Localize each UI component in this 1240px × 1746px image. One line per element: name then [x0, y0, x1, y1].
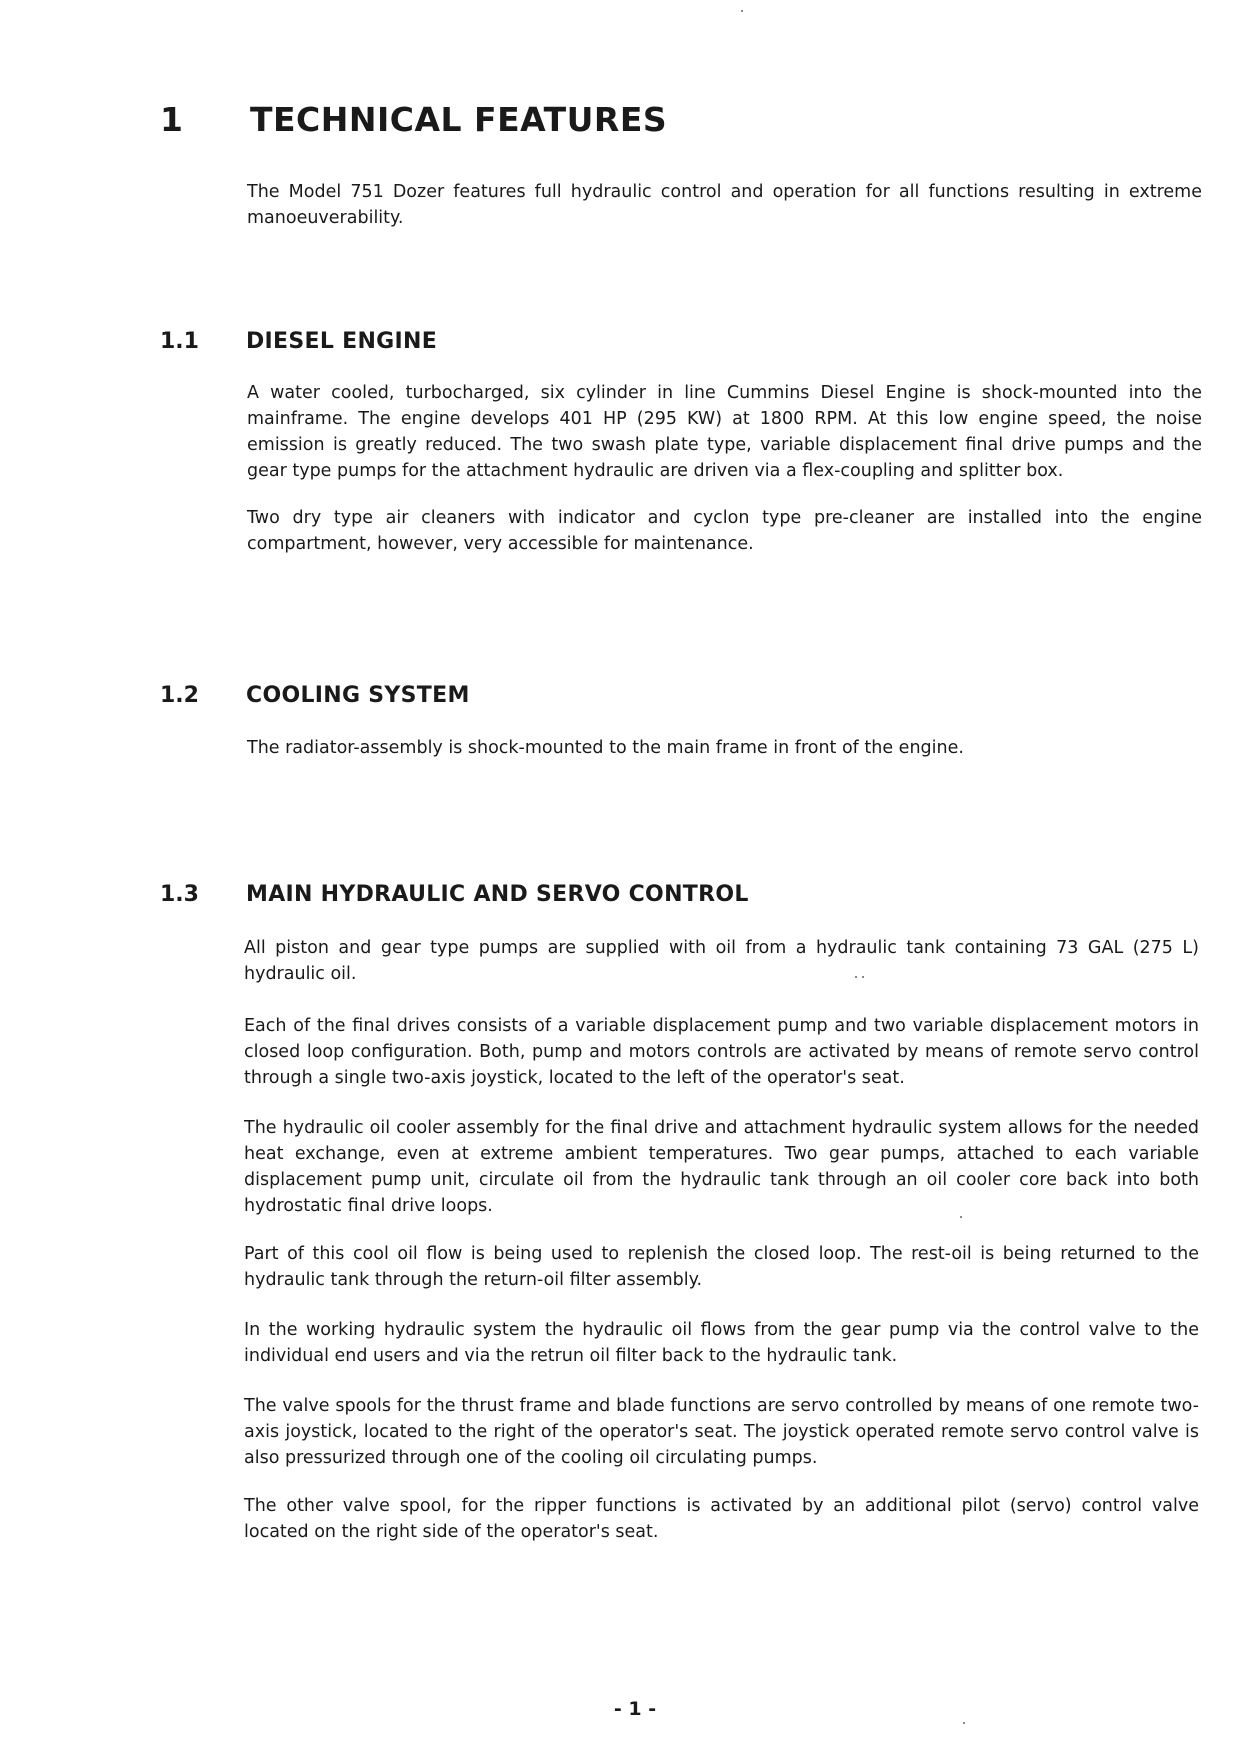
paragraph-engine-description: A water cooled, turbocharged, six cylinder in line Cummins Diesel Engine is shock-mounted into the mainframe. The engine develops 401 HP (295 KW) at 1800 RPM. At this low engine speed, the noise emission is greatly reduced. The two swash plate type, variable displacement final drive pumps and the gear type pumps for the attachment hydraulic are driven via a flex-coupling and splitter box. — [247, 383, 1202, 481]
paragraph-radiator: The radiator-assembly is shock-mounted to the main frame in front of the engine. — [247, 738, 964, 758]
scan-speck — [963, 1722, 965, 1724]
paragraph-air-cleaners: Two dry type air cleaners with indicator and cyclon type pre-cleaner are installed into the engine compartment, however, very accessible for maintenance. — [247, 508, 1202, 554]
section-number: 1.3 — [160, 882, 199, 907]
section-number: 1.1 — [160, 329, 199, 354]
section-title: MAIN HYDRAULIC AND SERVO CONTROL — [246, 882, 749, 907]
section-title: DIESEL ENGINE — [246, 329, 438, 354]
scan-speck — [855, 976, 857, 978]
section-title: COOLING SYSTEM — [246, 683, 470, 708]
chapter-heading — [160, 100, 1200, 139]
scan-speck — [741, 10, 743, 12]
paragraph-hydraulic-tank: All piston and gear type pumps are supplied with oil from a hydraulic tank containing 73 GAL (275 L) hydraulic oil. — [244, 938, 1199, 984]
paragraph-working-hydraulic: In the working hydraulic system the hydraulic oil flows from the gear pump via the control valve to the individual end users and via the retrun oil filter back to the hydraulic tank. — [244, 1320, 1199, 1366]
chapter-intro: The Model 751 Dozer features full hydraulic control and operation for all functions resulting in extreme manoeuverability. — [247, 182, 1202, 228]
paragraph-final-drives: Each of the final drives consists of a variable displacement pump and two variable displacement motors in closed loop configuration. Both, pump and motors controls are activated by means of remote servo control through a single two-axis joystick, located to the left of the operator's seat. — [244, 1016, 1199, 1088]
section-number: 1.2 — [160, 683, 199, 708]
paragraph-valve-spools: The valve spools for the thrust frame and blade functions are servo controlled by means of one remote two-axis joystick, located to the right of the operator's seat. The joystick operated remote servo control valve is also pressurized through one of the cooling oil circulating pumps. — [244, 1396, 1199, 1468]
paragraph-cool-oil-flow: Part of this cool oil flow is being used to replenish the closed loop. The rest-oil is being returned to the hydraulic tank through the return-oil filter assembly. — [244, 1244, 1199, 1290]
section-heading-main-hydraulic — [160, 882, 1200, 907]
section-heading-cooling-system — [160, 683, 1200, 708]
section-heading-diesel-engine — [160, 329, 1200, 354]
chapter-title: TECHNICAL FEATURES — [250, 100, 668, 139]
scan-speck — [960, 1216, 962, 1218]
page-number: - 1 - — [613, 1698, 657, 1720]
paragraph-oil-cooler: The hydraulic oil cooler assembly for the final drive and attachment hydraulic system allows for the needed heat exchange, even at extreme ambient temperatures. Two gear pumps, attached to each variable displacement pump unit, circulate oil from the hydraulic tank through an oil cooler core back into both hydrostatic final drive loops. — [244, 1118, 1199, 1216]
scan-speck — [862, 976, 864, 978]
chapter-number: 1 — [160, 100, 183, 139]
paragraph-ripper-spool: The other valve spool, for the ripper functions is activated by an additional pilot (servo) control valve located on the right side of the operator's seat. — [244, 1496, 1199, 1542]
